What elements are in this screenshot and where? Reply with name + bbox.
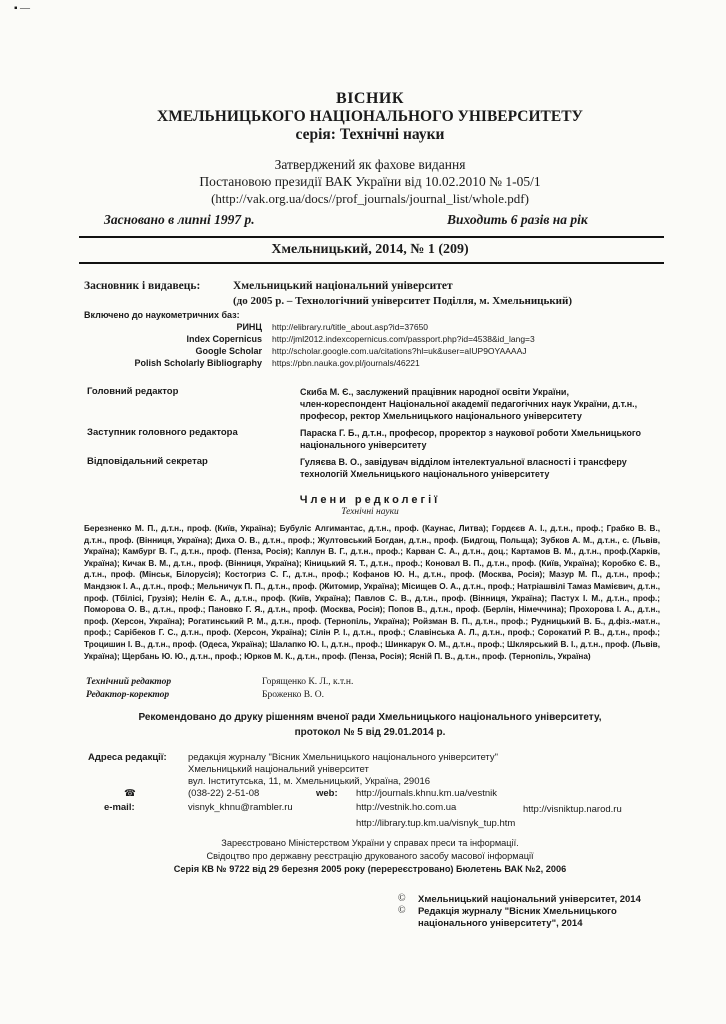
address-label: Адреса редакції:	[88, 752, 167, 763]
approval-line-1: Затверджений як фахове видання	[274, 157, 466, 172]
phone-number: (038-22) 2-51-08	[188, 788, 260, 799]
registration-line-3: Серія КВ № 9722 від 29 березня 2005 року (перереєстровано) Бюлетень ВАК №2, 2006	[173, 864, 567, 874]
indexes-heading: Включено до наукометричних баз:	[84, 310, 240, 320]
copyright-line-2: Редакція журналу "Вісник Хмельницького	[418, 906, 617, 917]
index-url-rinc[interactable]: http://elibrary.ru/title_about.asp?id=37650	[272, 322, 429, 332]
copyright-icon: ©	[398, 893, 406, 904]
founder-note: (до 2005 р. – Технологічний університет Поділля, м. Хмельницький)	[233, 295, 573, 307]
recommend-line-1: Рекомендовано до друку рішенням вченої ради Хмельницького національного університету,	[138, 712, 602, 723]
founder-label: Засновник і видавець:	[84, 280, 201, 292]
index-url-google-scholar[interactable]: http://scholar.google.com.ua/citations?hl=uk&user=aIUP9OYAAAAJ	[272, 346, 527, 356]
index-name-copernicus: Index Copernicus	[186, 334, 262, 344]
chief-editor-line-2: член-кореспондент Національної академії педагогічних наук України, д.т.н.,	[300, 399, 638, 409]
chief-editor-label: Головний редактор	[87, 386, 179, 397]
issue-line: Хмельницький, 2014, № 1 (209)	[271, 242, 469, 257]
registration-line-1: Зареєстровано Міністерством України у справах преси та інформації.	[221, 838, 519, 848]
approval-line-2: Постановою президії ВАК України від 10.02.2010 № 1-05/1	[199, 174, 541, 189]
web-label: web:	[316, 788, 338, 799]
editorial-board-subtitle: Технічні науки	[341, 507, 399, 517]
copyright-line-1: Хмельницький національний університет, 2014	[418, 894, 641, 905]
phone-icon: ☎	[124, 788, 136, 799]
web-link-1[interactable]: http://journals.khnu.km.ua/vestnik	[356, 788, 497, 799]
address-line-2: Хмельницький національний університет	[188, 764, 369, 775]
index-name-rinc: РИНЦ	[236, 322, 262, 332]
address-line-3: вул. Інститутська, 11, м. Хмельницький, Україна, 29016	[188, 776, 431, 787]
approval-url: (http://vak.org.ua/docs//prof_journals/journal_list/whole.pdf)	[211, 191, 529, 206]
scan-corner-mark: ▪ —	[14, 3, 31, 14]
secretary-line-2: технологій Хмельницького національного університету	[300, 469, 550, 479]
secretary-label: Відповідальний секретар	[87, 456, 208, 467]
bottom-divider	[79, 262, 664, 264]
corrector-label: Редактор-коректор	[86, 690, 170, 700]
copyright-line-3: національного університету", 2014	[418, 918, 583, 929]
deputy-editor-line-2: національного університету	[300, 440, 427, 450]
chief-editor-line-1: Скиба М. Є., заслужений працівник народної освіти України,	[300, 387, 569, 397]
registration-line-2: Свідоцтво про державну реєстрацію друкованого засобу масової інформації	[206, 851, 534, 861]
web-link-4[interactable]: http://library.tup.km.ua/visnyk_tup.htm	[356, 818, 516, 829]
founded-text: Засновано в липні 1997 р.	[104, 212, 255, 227]
copyright-icon-2: ©	[398, 905, 406, 916]
journal-name: ВІСНИК	[336, 90, 404, 107]
email-address[interactable]: visnyk_khnu@rambler.ru	[188, 802, 293, 813]
editorial-board-list: Березненко М. П., д.т.н., проф. (Київ, Україна); Бубуліс Алгимантас, д.т.н., проф. (Каунас, Литва); Гордєєв А. І., д.т.н., проф.; Грабко В. В., д.т.н., проф. (Вінниця, Україна); Диха О. В., д.т.н., проф.; Жултовський Богдан, д.т.н., проф. (Бидгощ, Польща); Зубков А. М., д.т.н., с. (Львів, Україна); Камбург В. Г., д.т.н., проф. (Пенза, Росія); Каплун В. Г., д.т.н., проф.; Карван С. А., д.т.н., доц.; Картамов В. М., д.т.н., проф.(Харків, Україна); Кичак В. М., д.т.н., проф. (Вінниця, Україна); Кіницький Я. Т., д.т.н., проф.; Коновал В. П., д.т.н., проф. (Київ, Україна); Коробко Є. В., д.т.н., проф. (Мінськ, Білорусія); Костогриз С. Г., д.т.н., проф.; Кофанов Ю. Н., д.т.н., проф. (Москва, Росія); Мазур М. П., д.т.н., проф.; Мандзюк І. А., д.т.н., проф.; Мельничук П. П., д.т.н., проф. (Житомир, Україна); Місищев О. А., д.т.н., проф.; Натріашвілі Тамаз Мамієвич, д.т.н., проф. (Тбілісі, Грузія); Нелін Є. А., д.т.н., проф. (Київ, Україна); Павлов С. В., д.т.н., проф. (Вінниця, Україна); Пастух І. М., д.т.н., проф.; Поморова О. В., д.т.н., проф.; Пановко Г. Я., д.т.н., проф. (Москва, Росія); Попов В., д.т.н., проф. (Берлін, Німеччина); Прохорова І. А., д.т.н., проф. (Херсон, Україна); Рогатинський Р. М., д.т.н., проф. (Тернопіль, Україна); Ройзман В. П., д.т.н., проф.; Рудницький В. Б., д.фіз.-мат.н., проф.; Сарібеков Г. С., д.т.н., проф. (Херсон, Україна); Сілін Р. І., д.т.н., проф.; Славінська А. Л., д.т.н., проф.; Сорокатий Р. В., д.т.н., проф.; Троцишин І. В., д.т.н., проф. (Одеса, Україна); Шалапко Ю. І., д.т.н., проф.; Шинкарук О. М., д.т.н., проф.; Шкляpський В. І., д.т.н., проф. (Львів, Україна); Щербань Ю. Ю., д.т.н., проф.; Юрков М. К., д.т.н., проф. (Пенза, Росія); Ясній П. В., д.т.н., проф. (Тернопіль, Україна)	[84, 524, 660, 661]
founder-value: Хмельницький національний університет	[233, 280, 453, 292]
deputy-editor-label: Заступник головного редактора	[87, 427, 238, 438]
frequency-text: Виходить 6 разів на рік	[447, 212, 588, 227]
secretary-line-1: Гуляєва В. О., завідувач відділом інтелектуальної власності і трансферу	[300, 457, 627, 467]
index-name-google-scholar: Google Scholar	[195, 346, 262, 356]
series-title: серія: Технічні науки	[295, 126, 445, 143]
editorial-board-title: Члени редколегії	[299, 494, 441, 506]
email-label: e-mail:	[104, 802, 135, 813]
university-name: ХМЕЛЬНИЦЬКОГО НАЦІОНАЛЬНОГО УНІВЕРСИТЕТУ	[157, 108, 583, 125]
address-line-1: редакція журналу "Вісник Хмельницького національного університету"	[188, 752, 499, 763]
index-name-polish-bibliography: Polish Scholarly Bibliography	[134, 358, 262, 368]
deputy-editor-line-1: Параска Г. Б., д.т.н., професор, проректор з наукової роботи Хмельницького	[300, 428, 641, 438]
index-url-polish-bibliography[interactable]: https://pbn.nauka.gov.pl/journals/46221	[272, 358, 420, 368]
tech-editor-label: Технічний редактор	[86, 677, 172, 687]
corrector-value: Броженко В. О.	[262, 690, 325, 700]
web-link-2[interactable]: http://vestnik.ho.com.ua	[356, 802, 457, 813]
index-url-copernicus[interactable]: http://jml2012.indexcopernicus.com/passport.php?id=4538&id_lang=3	[272, 334, 535, 344]
recommend-line-2: протокол № 5 від 29.01.2014 р.	[294, 727, 446, 738]
top-divider	[79, 236, 664, 238]
web-link-3[interactable]: http://visniktup.narod.ru	[523, 804, 622, 815]
tech-editor-value: Горященко К. Л., к.т.н.	[262, 677, 354, 687]
chief-editor-line-3: професор, ректор Хмельницького національного університету	[300, 411, 582, 421]
